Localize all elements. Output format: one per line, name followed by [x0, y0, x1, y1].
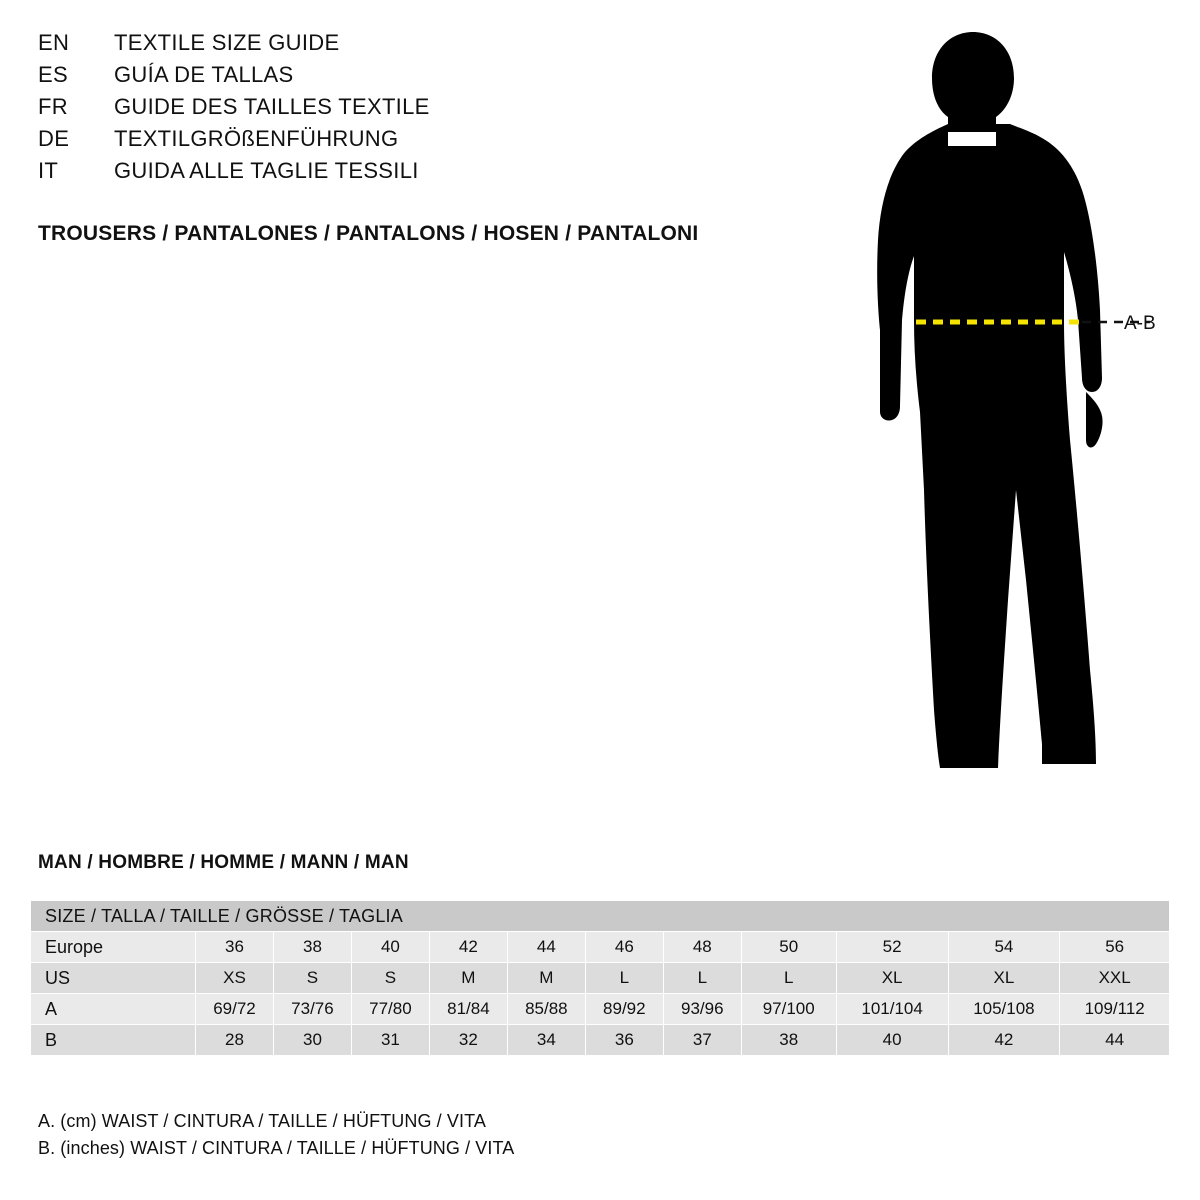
- table-header-label: SIZE / TALLA / TAILLE / GRÖSSE / TAGLIA: [31, 901, 1170, 932]
- language-row-en: [38, 30, 818, 62]
- language-title: GUÍA DE TALLAS: [114, 62, 294, 87]
- language-code: EN: [38, 30, 70, 55]
- language-code: FR: [38, 94, 68, 119]
- table-cell: 28: [196, 1025, 274, 1056]
- table-cell: 52: [836, 932, 948, 963]
- language-title: TEXTILE SIZE GUIDE: [114, 30, 340, 55]
- table-cell: 31: [351, 1025, 429, 1056]
- language-code: DE: [38, 126, 70, 151]
- row-label: B: [31, 1025, 196, 1056]
- table-row: [31, 1025, 1170, 1056]
- garment-type-title: TROUSERS / PANTALONES / PANTALONS / HOSEN / PANTALONI: [38, 222, 699, 245]
- footnote-block: [38, 1108, 514, 1162]
- table-row: [31, 932, 1170, 963]
- language-title: TEXTILGRÖßENFÜHRUNG: [114, 126, 399, 151]
- table-cell: 54: [948, 932, 1060, 963]
- table-cell: S: [273, 963, 351, 994]
- size-table: [30, 900, 1170, 1056]
- table-cell: 81/84: [429, 994, 507, 1025]
- table-row: [31, 963, 1170, 994]
- table-cell: 85/88: [507, 994, 585, 1025]
- table-cell: M: [429, 963, 507, 994]
- table-cell: L: [741, 963, 836, 994]
- table-cell: L: [585, 963, 663, 994]
- table-cell: 37: [663, 1025, 741, 1056]
- language-row-fr: [38, 94, 818, 126]
- table-cell: 56: [1060, 932, 1170, 963]
- row-label: Europe: [31, 932, 196, 963]
- table-cell: 97/100: [741, 994, 836, 1025]
- footnote-b: B. (inches) WAIST / CINTURA / TAILLE / HÜFTUNG / VITA: [38, 1138, 515, 1158]
- row-label: US: [31, 963, 196, 994]
- table-cell: 34: [507, 1025, 585, 1056]
- table-cell: 77/80: [351, 994, 429, 1025]
- table-cell: 109/112: [1060, 994, 1170, 1025]
- table-cell: 101/104: [836, 994, 948, 1025]
- figure-illustration: [820, 20, 1180, 800]
- table-section-label: MAN / HOMBRE / HOMME / MANN / MAN: [38, 852, 409, 873]
- table-cell: 48: [663, 932, 741, 963]
- language-title: GUIDA ALLE TAGLIE TESSILI: [114, 158, 419, 183]
- language-title: GUIDE DES TAILLES TEXTILE: [114, 94, 430, 119]
- language-row-es: [38, 62, 818, 94]
- table-cell: 40: [836, 1025, 948, 1056]
- table-cell: 40: [351, 932, 429, 963]
- table-cell: 32: [429, 1025, 507, 1056]
- table-cell: 89/92: [585, 994, 663, 1025]
- table-cell: 93/96: [663, 994, 741, 1025]
- table-cell: M: [507, 963, 585, 994]
- table-cell: 73/76: [273, 994, 351, 1025]
- table-cell: 36: [196, 932, 274, 963]
- table-cell: 42: [948, 1025, 1060, 1056]
- footnote-a: A. (cm) WAIST / CINTURA / TAILLE / HÜFTUNG / VITA: [38, 1111, 486, 1131]
- measure-label-ab: A-B: [1124, 313, 1156, 334]
- language-row-it: [38, 158, 818, 190]
- table-cell: 46: [585, 932, 663, 963]
- table-cell: XL: [948, 963, 1060, 994]
- table-cell: S: [351, 963, 429, 994]
- table-cell: 38: [741, 1025, 836, 1056]
- table-cell: XL: [836, 963, 948, 994]
- language-title-block: [38, 30, 818, 190]
- table-header-row: [31, 901, 1170, 932]
- table-row: [31, 994, 1170, 1025]
- male-figure-silhouette: [877, 32, 1102, 768]
- table-cell: 30: [273, 1025, 351, 1056]
- table-cell: 36: [585, 1025, 663, 1056]
- table-cell: 42: [429, 932, 507, 963]
- table-cell: 69/72: [196, 994, 274, 1025]
- table-cell: L: [663, 963, 741, 994]
- language-code: ES: [38, 62, 68, 87]
- row-label: A: [31, 994, 196, 1025]
- language-code: IT: [38, 158, 59, 183]
- language-row-de: [38, 126, 818, 158]
- table-cell: XXL: [1060, 963, 1170, 994]
- table-cell: 105/108: [948, 994, 1060, 1025]
- table-cell: 44: [1060, 1025, 1170, 1056]
- table-cell: XS: [196, 963, 274, 994]
- table-cell: 50: [741, 932, 836, 963]
- table-cell: 44: [507, 932, 585, 963]
- table-cell: 38: [273, 932, 351, 963]
